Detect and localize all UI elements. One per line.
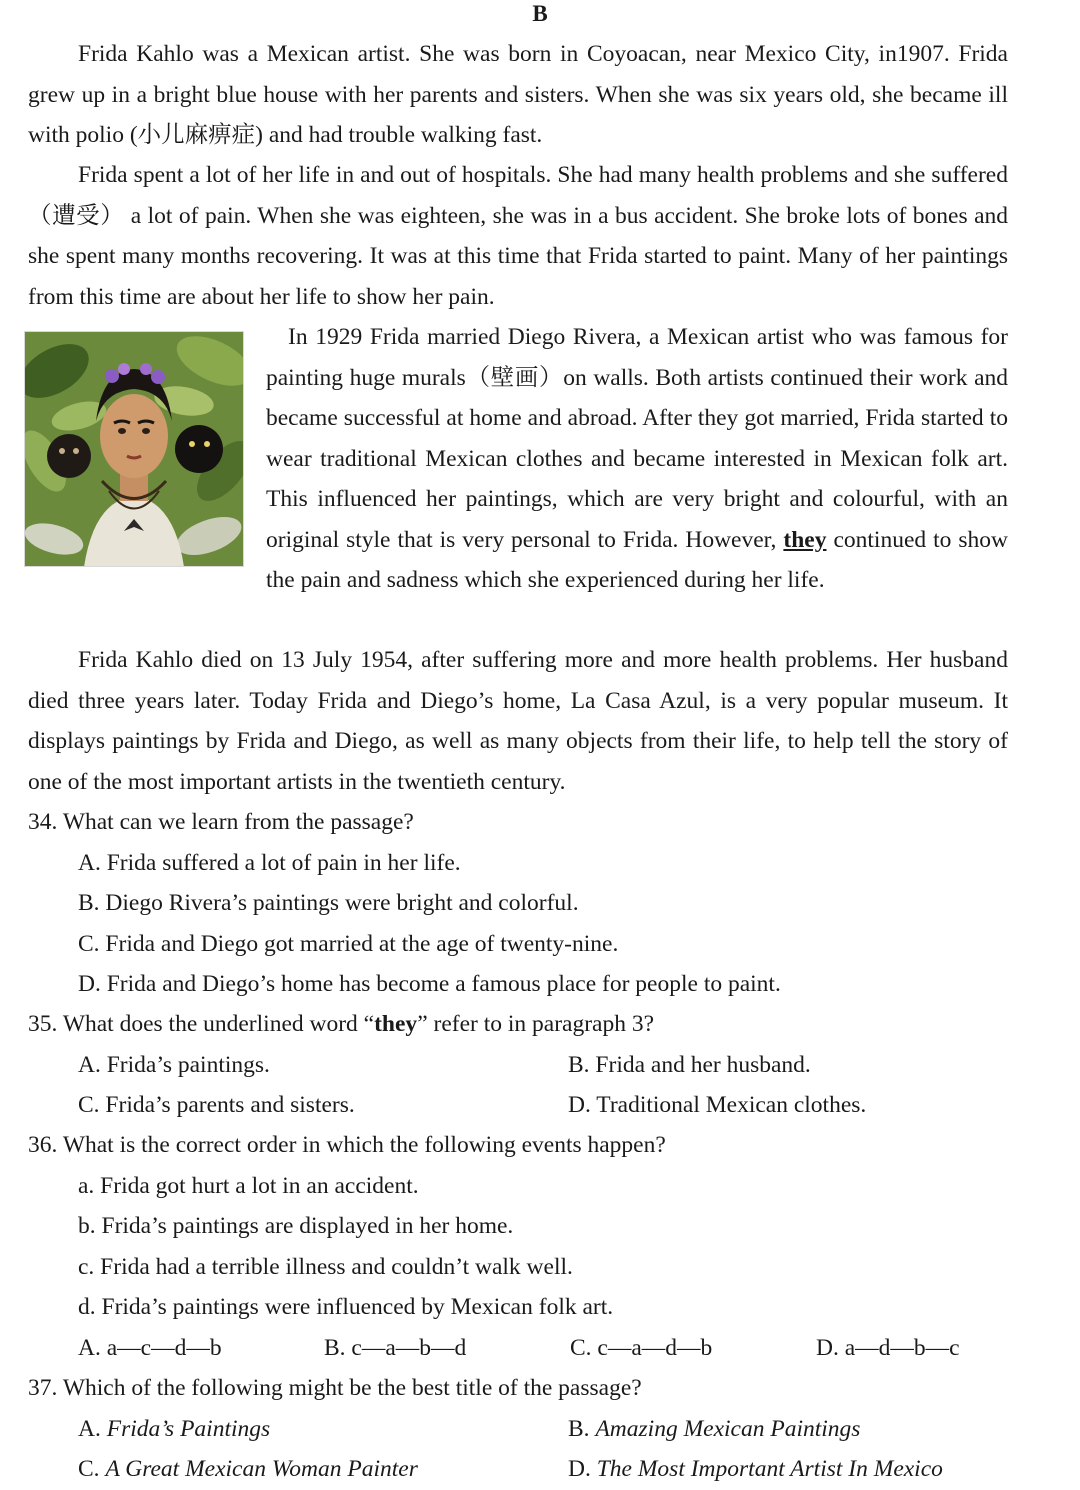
question-35	[28, 1004, 1028, 1126]
question-36-event-c: c. Frida had a terrible illness and couldn’t walk well.	[78, 1253, 573, 1280]
question-35-option-a[interactable]: A. Frida’s paintings.	[78, 1051, 270, 1078]
paragraph-4	[28, 640, 1008, 802]
question-37-option-a[interactable]	[78, 1409, 568, 1450]
question-37-option-b-title: Amazing Mexican Paintings	[595, 1415, 861, 1442]
question-37-option-d-title: The Most Important Artist In Mexico	[596, 1456, 943, 1482]
question-37-option-a-title: Frida’s Paintings	[106, 1415, 271, 1442]
question-37-option-d[interactable]	[568, 1449, 943, 1490]
question-36-event-b: b. Frida’s paintings are displayed in her home.	[78, 1213, 514, 1239]
question-37-option-b-letter: B.	[568, 1415, 590, 1442]
question-36-option-c[interactable]: C. c—a—d—b	[570, 1334, 713, 1361]
question-37-option-b[interactable]	[568, 1409, 860, 1450]
question-36-stem: 36. What is the correct order in which the following events happen?	[28, 1132, 666, 1158]
question-34-option-a[interactable]: A. Frida suffered a lot of pain in her life.	[78, 849, 461, 876]
section-label: B	[532, 1, 548, 26]
question-37-row-2	[28, 1449, 1028, 1490]
question-35-row-1	[28, 1045, 1028, 1086]
question-35-option-d[interactable]: D. Traditional Mexican clothes.	[568, 1092, 867, 1118]
question-36-option-a[interactable]: A. a—c—d—b	[78, 1334, 222, 1361]
question-36-option-d[interactable]: D. a—d—b—c	[816, 1334, 960, 1361]
question-36-event-d: d. Frida’s paintings were influenced by Mexican folk art.	[78, 1294, 614, 1320]
question-37-option-d-letter: D.	[568, 1456, 591, 1482]
frida-portrait-image	[24, 331, 244, 567]
paragraph-2	[28, 155, 1008, 317]
question-35-stem-word: they	[374, 1011, 418, 1037]
frida-self-portrait-painting-icon	[24, 331, 244, 567]
paragraph-2-text: Frida spent a lot of her life in and out of hospitals. She had many health problems and she suffered（遭受） a lot of pain. When she was eighteen, she was in a bus accident. She broke lots of bones and she spent many months recovering. It was at this time that Frida started to paint. Many of her paintings from this time are about her life to show her pain.	[28, 162, 1008, 310]
question-37-row-1	[28, 1409, 1028, 1450]
question-36-event-a: a. Frida got hurt a lot in an accident.	[78, 1172, 419, 1199]
question-36-option-b[interactable]: B. c—a—b—d	[324, 1334, 467, 1361]
question-34-option-c[interactable]: C. Frida and Diego got married at the age of twenty-nine.	[78, 930, 619, 957]
question-34-option-d[interactable]: D. Frida and Diego’s home has become a famous place for people to paint.	[78, 971, 781, 997]
paragraph-1-text: Frida Kahlo was a Mexican artist. She was born in Coyoacan, near Mexico City, in1907. Frida grew up in a bright blue house with her parents and sisters. When she was six years old, she became ill with polio (小儿麻痹症) and had trouble walking fast.	[28, 41, 1008, 148]
paragraph-3-after: continued to show the pain and sadness which she experienced during her life.	[266, 526, 1008, 593]
paragraph-1	[28, 34, 1008, 156]
question-35-row-2	[28, 1085, 1028, 1126]
underlined-word-they: they	[783, 526, 827, 553]
question-36	[28, 1125, 1028, 1368]
question-34	[28, 802, 1028, 1005]
question-37-stem: 37. Which of the following might be the best title of the passage?	[28, 1375, 642, 1401]
question-37-option-c[interactable]	[78, 1449, 568, 1490]
question-37-option-a-letter: A.	[78, 1415, 101, 1442]
question-35-stem	[28, 1004, 1028, 1045]
question-37	[28, 1368, 1028, 1490]
question-35-option-c[interactable]: C. Frida’s parents and sisters.	[78, 1092, 355, 1118]
question-34-option-b[interactable]: B. Diego Rivera’s paintings were bright and colorful.	[78, 890, 579, 916]
paragraph-3	[28, 317, 1008, 601]
paragraph-4-text: Frida Kahlo died on 13 July 1954, after suffering more and more health problems. Her husband died three years later. Today Frida and Diego’s home, La Casa Azul, is a very popular museum. It displays paintings by Frida and Diego, as well as many objects from their life, to help tell the story of one of the most important artists in the twentieth century.	[28, 647, 1008, 795]
question-35-stem-before: 35. What does the underlined word “	[28, 1011, 375, 1037]
question-36-options	[28, 1328, 1028, 1369]
question-35-stem-after: ” refer to in paragraph 3?	[417, 1011, 655, 1037]
question-35-option-b[interactable]: B. Frida and her husband.	[568, 1051, 811, 1078]
question-37-option-c-letter: C.	[78, 1456, 100, 1482]
question-37-option-c-title: A Great Mexican Woman Painter	[105, 1456, 418, 1482]
paragraph-3-before: In 1929 Frida married Diego Rivera, a Mexican artist who was famous for painting huge murals（壁画）on walls. Both artists continued their work and became successful at home and abroad. After they got married, Frida started to wear traditional Mexican clothes and became interested in Mexican folk art. This influenced her paintings, which are very bright and colourful, with an original style that is very personal to Frida. However,	[266, 324, 1008, 553]
question-34-stem: 34. What can we learn from the passage?	[28, 809, 414, 835]
